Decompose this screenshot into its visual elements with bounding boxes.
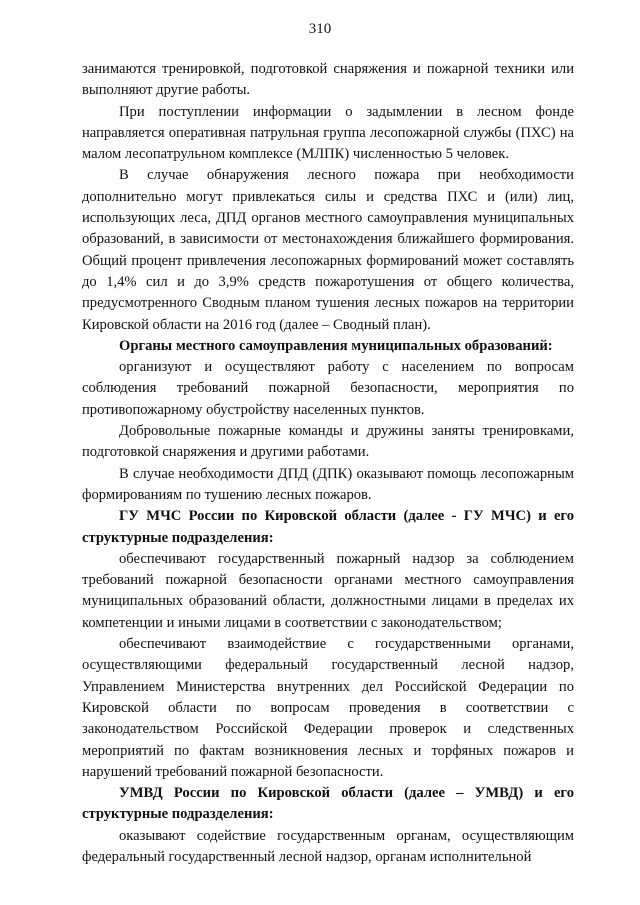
section-heading: УМВД России по Кировской области (далее – УМВД) и его структурные подразделения: <box>82 785 574 823</box>
paragraph-continuation: занимаются тренировкой, подготовкой снаряжения и пожарной техники или выполняют другие работы. <box>82 61 574 99</box>
paragraph: обеспечивают взаимодействие с государственными органами, осуществляющими федеральный государственный лесной надзор, Управлением Министерства внутренних дел Российской Федерации по Кировской области по вопросам проведения в соответствии с законодательством Российской Федерации проверок и следственных мероприятий по фактам возникновения лесных и торфяных пожаров и нарушений требований пожарной безопасности. <box>82 636 574 780</box>
paragraph: оказывают содействие государственным органам, осуществляющим федеральный государственный лесной надзор, органам исполнительной <box>82 827 574 865</box>
paragraph: организуют и осуществляют работу с населением по вопросам соблюдения требований пожарной безопасности, мероприятия по противопожарному обустройству населенных пунктов. <box>82 359 574 418</box>
paragraph: обеспечивают государственный пожарный надзор за соблюдением требований пожарной безопасности органами местного самоуправления муниципальных образований области, должностными лицами в пределах их компетенции и иными лицами в соответствии с законодательством; <box>82 550 574 631</box>
body-text <box>82 59 574 868</box>
paragraph: При поступлении информации о задымлении в лесном фонде направляется оперативная патрульная группа лесопожарной службы (ПХС) на малом лесопатрульном комплексе (МЛПК) численностью 5 человек. <box>82 103 574 163</box>
paragraph: В случае необходимости ДПД (ДПК) оказывают помощь лесопожарным формированиям по тушению лесных пожаров. <box>82 465 574 503</box>
paragraph: В случае обнаружения лесного пожара при необходимости дополнительно могут привлекаться силы и средства ПХС и (или) лиц, использующих леса, ДПД органов местного самоуправления муниципальных образований, в зависимости от местонахождения ближайшего формирования. Общий процент привлечения лесопожарных формирований может составлять до 1,4% сил и до 3,9% средств пожаротушения от общего количества, предусмотренного Сводным планом тушения лесных пожаров на территории Кировской области на 2016 год (далее – Сводный план). <box>82 167 574 333</box>
section-heading: Органы местного самоуправления муниципальных образований: <box>119 337 553 354</box>
section-heading: ГУ МЧС России по Кировской области (далее - ГУ МЧС) и его структурные подразделения: <box>82 508 574 546</box>
page-number: 310 <box>308 21 332 37</box>
paragraph: Добровольные пожарные команды и дружины заняты тренировками, подготовкой снаряжения и другими работами. <box>82 423 574 461</box>
